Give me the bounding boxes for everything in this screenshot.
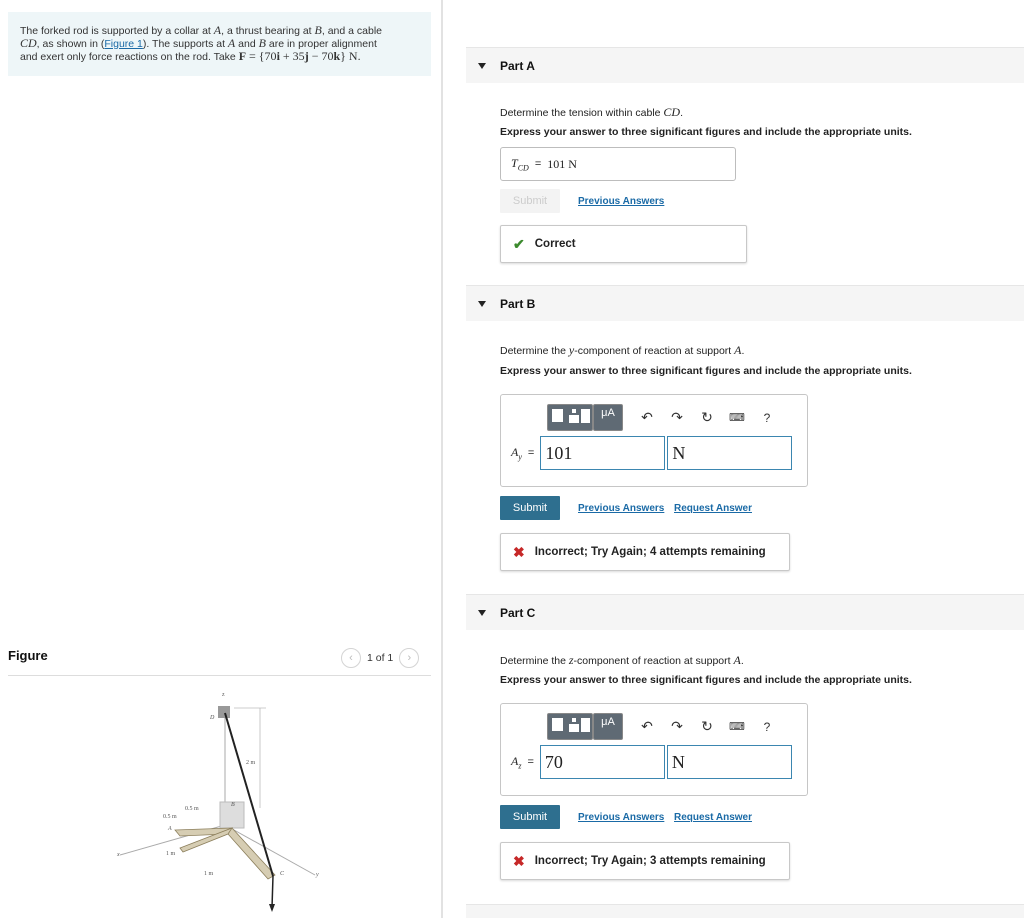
answer-equals: =: [534, 158, 542, 170]
label-2m: 2 m: [246, 760, 256, 766]
math-CD: CD: [20, 36, 37, 50]
figure-title: Figure: [8, 648, 48, 663]
templates-icon[interactable]: [547, 404, 593, 431]
part-b-answer-editor: [500, 394, 808, 487]
unit-input[interactable]: N: [667, 745, 792, 779]
math-A: A: [733, 653, 741, 667]
math-A: A: [227, 36, 236, 50]
input-lhs: [511, 445, 522, 461]
redo-icon[interactable]: ↷: [671, 409, 683, 425]
part-c-header[interactable]: [466, 594, 1024, 630]
label-d: D: [210, 715, 215, 721]
label-0-5m: 0.5 m: [185, 806, 199, 812]
label-c: C: [280, 871, 285, 877]
problem-text: , as shown in (: [36, 38, 105, 50]
keyboard-icon[interactable]: ⌨: [729, 721, 745, 733]
caret-down-icon: [478, 63, 486, 69]
problem-statement: [8, 12, 431, 76]
column-divider: [441, 0, 443, 918]
part-b-previous-answers-link[interactable]: Previous Answers: [578, 503, 665, 514]
part-c-submit-button[interactable]: Submit: [500, 805, 560, 829]
redo-icon[interactable]: ↷: [671, 718, 683, 734]
question-text: Determine the: [500, 655, 569, 667]
x-icon: ✖: [513, 543, 525, 560]
math-i: i: [276, 49, 280, 63]
problem-text: ). The supports at: [142, 38, 228, 50]
keyboard-icon[interactable]: ⌨: [729, 412, 745, 424]
label-0-5m: 0.5 m: [163, 814, 177, 820]
question-text: -component of reaction at support: [573, 655, 734, 667]
feedback-text: Incorrect; Try Again; 4 attempts remaining: [534, 546, 766, 558]
part-a-label: Part A: [500, 58, 535, 73]
part-b-submit-button[interactable]: Submit: [500, 496, 560, 520]
help-icon[interactable]: ?: [763, 410, 771, 425]
math-y: y: [568, 343, 575, 357]
part-c-instruction: Express your answer to three significant figures and include the appropriate units.: [500, 674, 912, 686]
x-icon: ✖: [513, 852, 525, 869]
problem-text: } N.: [340, 49, 361, 63]
chevron-right-icon[interactable]: ›: [399, 648, 419, 668]
label-z: z: [222, 692, 225, 698]
editor-toolbar: [547, 713, 779, 740]
editor-toolbar: [547, 404, 779, 431]
figure-link[interactable]: Figure 1: [104, 38, 143, 50]
input-row: [511, 436, 792, 470]
math-j: j: [304, 49, 309, 63]
figure-pagination: [341, 648, 419, 668]
part-c-answer-editor: [500, 703, 808, 796]
part-a-previous-answers-link[interactable]: Previous Answers: [578, 196, 665, 207]
problem-text: , a thrust bearing at: [221, 25, 315, 37]
part-c-label: Part C: [500, 605, 536, 620]
part-b-instruction: Express your answer to three significant figures and include the appropriate units.: [500, 365, 912, 377]
reset-icon[interactable]: ↻: [701, 409, 713, 425]
lhs-subscript: y: [518, 452, 522, 462]
divider: [8, 675, 431, 676]
problem-text: are in proper alignment: [265, 38, 377, 50]
answer-lhs: $T_{CD}$: [511, 155, 529, 173]
math-A: A: [734, 343, 742, 357]
reset-icon[interactable]: ↻: [701, 718, 713, 734]
figure-diagram: [100, 680, 340, 918]
part-a-question: [500, 105, 683, 120]
label-1m: 1 m: [166, 851, 176, 857]
part-a-feedback: [500, 225, 747, 263]
question-text: Determine the: [500, 345, 569, 357]
problem-text: and: [235, 38, 259, 50]
value-input[interactable]: 101: [540, 436, 665, 470]
part-b-feedback: [500, 533, 790, 571]
label-b: B: [231, 802, 235, 808]
math-CD: CD: [663, 105, 681, 119]
math-B: B: [258, 36, 266, 50]
question-text: Determine the tension within cable: [500, 107, 664, 119]
chevron-left-icon[interactable]: ‹: [341, 648, 361, 668]
next-part-header: [466, 904, 1024, 918]
feedback-text: Incorrect; Try Again; 3 attempts remaining: [534, 855, 766, 867]
input-row: [511, 745, 792, 779]
label-f: F: [270, 905, 274, 910]
math-z: z: [568, 653, 574, 667]
feedback-text: Correct: [534, 238, 576, 250]
part-a-submit-button[interactable]: Submit: [500, 189, 560, 213]
caret-down-icon: [478, 301, 486, 307]
math-A: A: [213, 23, 222, 37]
wall-bracket: [218, 706, 230, 718]
answer-value: 101 N: [547, 156, 577, 171]
question-text: .: [740, 655, 744, 667]
part-c-previous-answers-link[interactable]: Previous Answers: [578, 812, 665, 823]
units-button[interactable]: μA: [593, 404, 623, 431]
lhs-symbol: A: [511, 753, 519, 768]
units-button[interactable]: μA: [593, 713, 623, 740]
templates-icon[interactable]: [547, 713, 593, 740]
undo-icon[interactable]: ↶: [641, 409, 653, 425]
part-c-request-answer-link[interactable]: Request Answer: [674, 812, 752, 823]
figure-counter: 1 of 1: [367, 652, 394, 664]
problem-text: and exert only force reactions on the rod. Take: [20, 51, 239, 63]
lhs-subscript: z: [518, 761, 522, 771]
part-b-header[interactable]: [466, 285, 1024, 321]
part-b-question: [500, 343, 744, 358]
math-B: B: [314, 23, 322, 37]
input-lhs: [511, 754, 521, 770]
problem-text: , and a cable: [321, 25, 382, 37]
input-equals: =: [527, 447, 535, 459]
question-text: .: [741, 345, 745, 357]
label-a: A: [168, 826, 172, 832]
caret-down-icon: [478, 610, 486, 616]
part-c-feedback: [500, 842, 790, 880]
question-text: .: [680, 107, 684, 119]
force-arrow: [272, 876, 273, 908]
input-equals: =: [527, 756, 534, 768]
problem-text: The forked rod is supported by a collar at: [20, 25, 214, 37]
check-icon: ✔: [513, 235, 525, 252]
value-input[interactable]: 70: [540, 745, 665, 779]
question-text: -component of reaction at support: [574, 345, 735, 357]
label-1m: 1 m: [204, 871, 214, 877]
label-x: x: [117, 852, 120, 858]
part-b-request-answer-link[interactable]: Request Answer: [674, 503, 752, 514]
lhs-symbol: A: [511, 444, 519, 459]
help-icon[interactable]: ?: [763, 719, 771, 734]
label-y: y: [316, 872, 319, 878]
part-a-instruction: Express your answer to three significant figures and include the appropriate units.: [500, 126, 912, 138]
math-k: k: [333, 49, 341, 63]
forked-rod: [175, 828, 275, 879]
part-a-header[interactable]: [466, 47, 1024, 83]
problem-text: + 35: [279, 49, 305, 63]
part-c-question: [500, 653, 744, 668]
undo-icon[interactable]: ↶: [641, 718, 653, 734]
unit-input[interactable]: N: [667, 436, 792, 470]
part-b-label: Part B: [500, 296, 536, 311]
problem-text: = {70: [246, 49, 277, 63]
math-F: F: [238, 49, 247, 63]
part-a-answer: [500, 147, 736, 181]
problem-text: − 70: [308, 49, 334, 63]
